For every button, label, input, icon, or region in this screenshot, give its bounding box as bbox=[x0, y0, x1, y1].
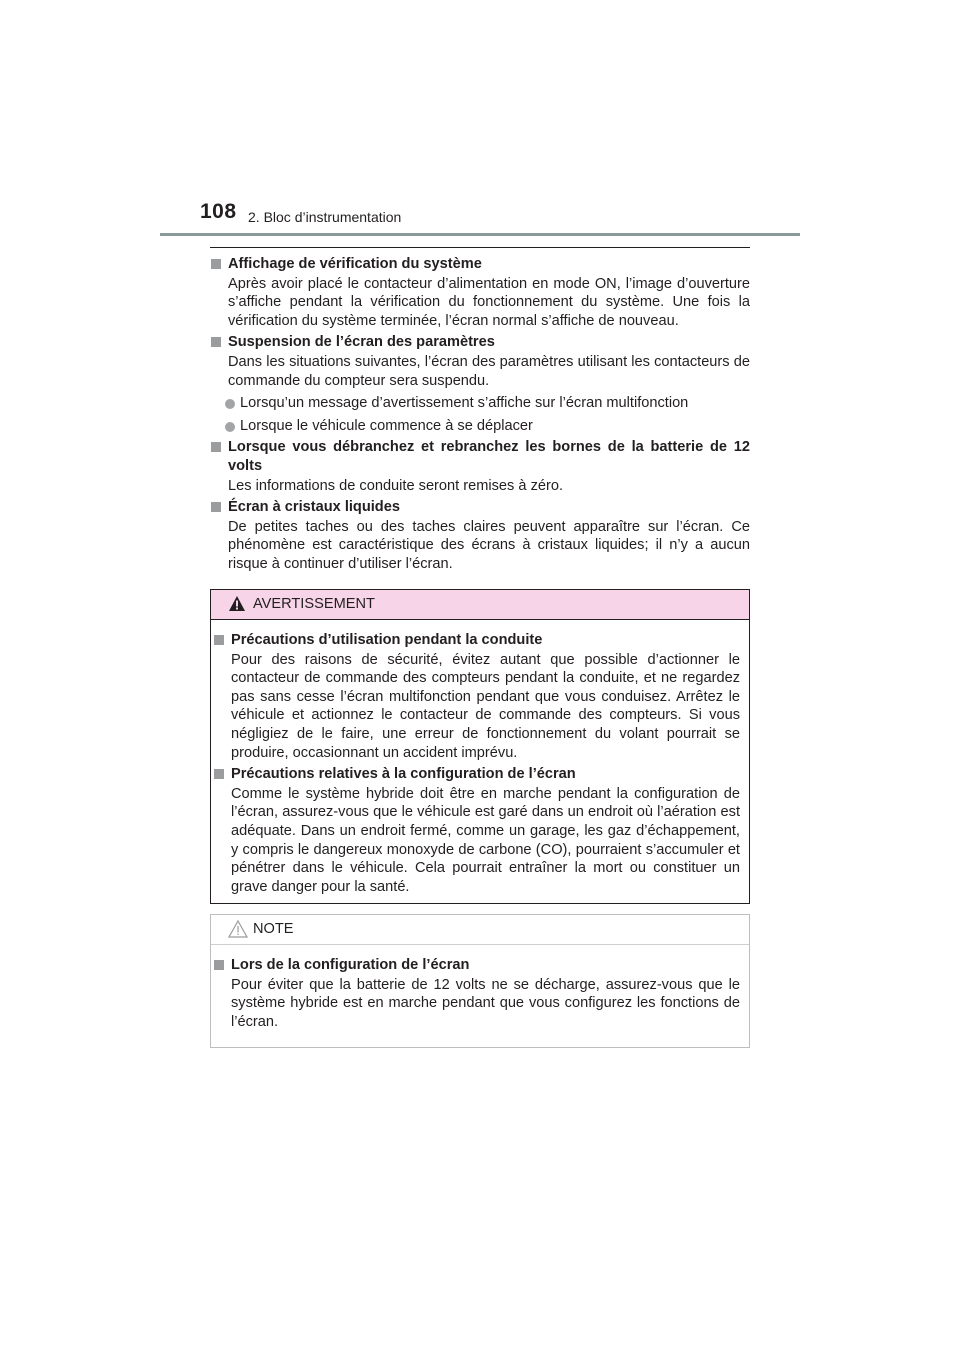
note-item-title: Lors de la configuration de l’écran bbox=[231, 957, 470, 973]
warning-item-body: Pour des raisons de sécurité, évitez autant que possible d’actionner le contacteur de commande des compteurs pendant la conduite, et ne regardez pas sans cesse l’écran multifonction pendant que vous conduisez. Arrêtez le véhicule et actionnez le contacteur de commande des compteurs. Si vous négligiez de le faire, une erreur de fonctionnement du volant pourrait se produire, occasionnant un accident imprévu. bbox=[231, 651, 740, 761]
section-system-check bbox=[210, 255, 750, 330]
list-item: Lorsqu’un message d’avertissement s’affiche sur l’écran multifonction bbox=[210, 394, 750, 413]
section-battery-reconnect bbox=[210, 438, 750, 495]
chapter-title: 2. Bloc d’instrumentation bbox=[248, 209, 402, 225]
warning-item-body: Comme le système hybride doit être en marche pendant la configuration de l’écran, assurez-vous que le véhicule est garé dans un endroit où l’aération est adéquate. Dans un endroit fermé, comme un garage, les gaz d’échappement, y compris le dangereux monoxyde de carbone (CO), pourraient s’accumuler et pénétrer dans le véhicule. Cela pourrait entraîner la mort ou constituer un grave danger pour la santé. bbox=[231, 785, 740, 895]
square-bullet-icon bbox=[214, 960, 224, 970]
square-bullet-icon bbox=[214, 635, 224, 645]
section-rule bbox=[210, 247, 750, 248]
section-title: Lorsque vous débranchez et rebranchez les bornes de la batterie de 12 volts bbox=[228, 439, 750, 474]
note-item-body: Pour éviter que la batterie de 12 volts ne se décharge, assurez-vous que le système hybride est en marche pendant que vous configurez les fonctions de l’écran. bbox=[231, 976, 740, 1030]
main-content bbox=[210, 255, 750, 577]
section-title: Suspension de l’écran des paramètres bbox=[228, 334, 495, 351]
page-number: 108 bbox=[200, 200, 237, 223]
caution-outline-triangle-icon bbox=[228, 920, 248, 938]
warning-label: AVERTISSEMENT bbox=[253, 596, 375, 612]
note-label: NOTE bbox=[253, 921, 294, 937]
warning-item bbox=[213, 631, 740, 762]
section-body: Après avoir placé le contacteur d’alimentation en mode ON, l’image d’ouverture s’affiche pendant la vérification du fonctionnement du système. Une fois la vérification du système terminée, l’écran normal s’affiche de nouveau. bbox=[228, 275, 750, 329]
section-body: De petites taches ou des taches claires peuvent apparaître sur l’écran. Ce phénomène est caractéristique des écrans à cristaux liquides; il n’y a aucun risque à continuer d’utiliser l’écran. bbox=[228, 518, 750, 572]
circle-bullet-icon bbox=[225, 399, 235, 409]
section-settings-suspension bbox=[210, 333, 750, 435]
list-item: Lorsque le véhicule commence à se déplacer bbox=[210, 417, 750, 436]
header-rule bbox=[160, 233, 800, 236]
circle-bullet-icon bbox=[225, 422, 235, 432]
warning-item-title: Précautions d’utilisation pendant la conduite bbox=[231, 632, 543, 648]
warning-item-title: Précautions relatives à la configuration de l’écran bbox=[231, 766, 576, 783]
section-body: Dans les situations suivantes, l’écran des paramètres utilisant les contacteurs de commande du compteur sera suspendu. bbox=[228, 353, 750, 389]
note-item bbox=[213, 956, 740, 1031]
warning-triangle-icon bbox=[228, 595, 246, 612]
section-title: Écran à cristaux liquides bbox=[228, 499, 400, 516]
note-header bbox=[211, 915, 749, 945]
section-lcd bbox=[210, 498, 750, 573]
warning-box bbox=[210, 589, 750, 904]
section-title: Affichage de vérification du système bbox=[228, 256, 482, 272]
square-bullet-icon bbox=[211, 259, 221, 269]
square-bullet-icon bbox=[211, 442, 221, 452]
warning-header bbox=[211, 590, 749, 620]
warning-item bbox=[213, 765, 740, 896]
square-bullet-icon bbox=[211, 502, 221, 512]
square-bullet-icon bbox=[214, 769, 224, 779]
square-bullet-icon bbox=[211, 337, 221, 347]
section-body: Les informations de conduite seront remises à zéro. bbox=[228, 477, 564, 494]
note-box bbox=[210, 914, 750, 1048]
